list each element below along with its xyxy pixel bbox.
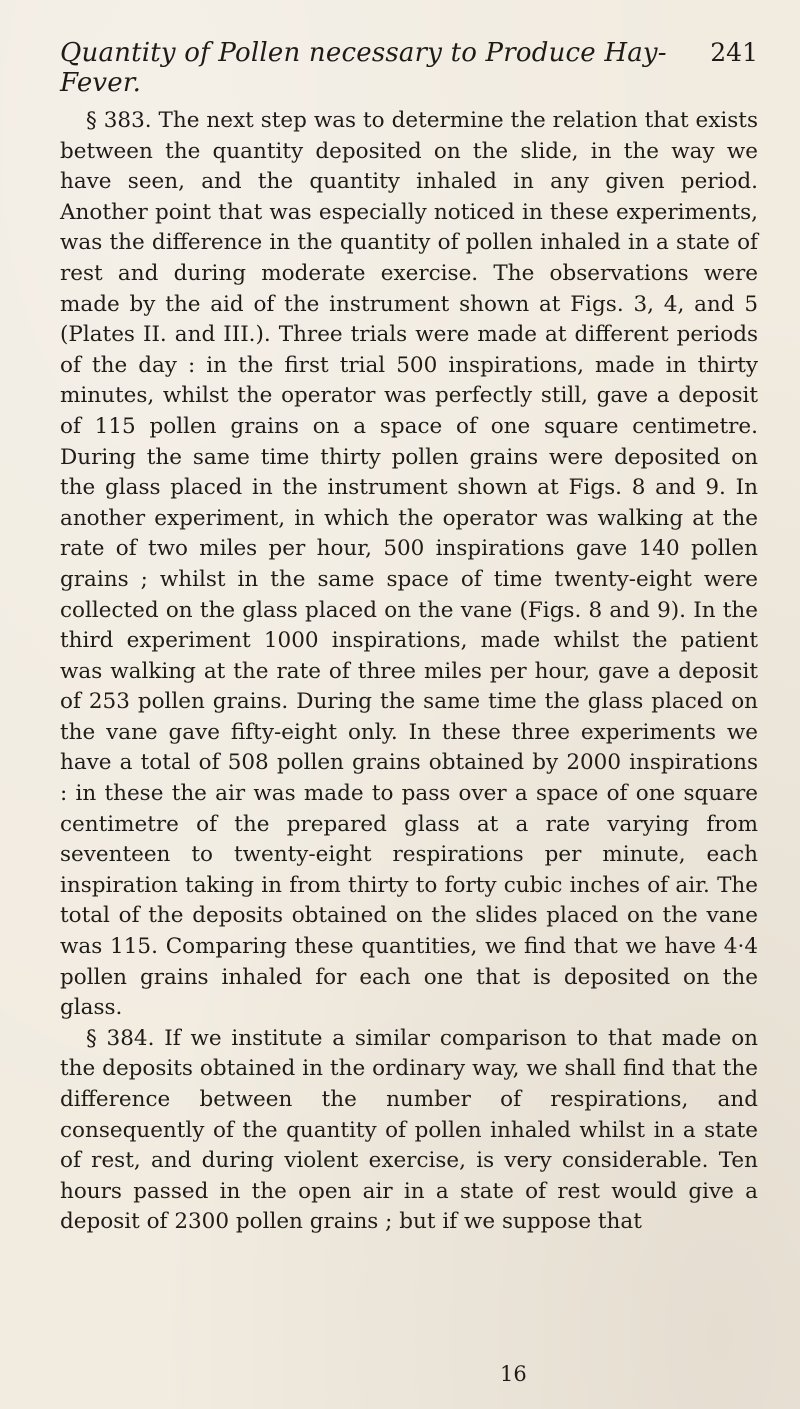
paragraph-383: § 383. The next step was to determine the relation that exists between the quantity deposited on the slide, in the way we have seen, and the quantity inhaled in any given period. Another point that was especially noticed in these experiments, was the difference in the quantity of pollen inhaled in a state of rest and during moderate exercise. The observations were made by the aid of the instrument shown at Figs. 3, 4, and 5 (Plates II. and III.). Three trials were made at different periods of the day : in the first trial 500 inspirations, made in thirty minutes, whilst the operator was perfectly still, gave a deposit of 115 pollen grains on a space of one square centimetre. During the same time thirty pollen grains were deposited on the glass placed in the instrument shown at Figs. 8 and 9. In another experiment, in which the operator was walking at the rate of two miles per hour, 500 inspirations gave 140 pollen grains ; whilst in the same space of time twenty-eight were collected on the glass placed on the vane (Figs. 8 and 9). In the third experiment 1000 inspirations, made whilst the patient was walking at the rate of three miles per hour, gave a deposit of 253 pollen grains. During the same time the glass placed on the vane gave fifty-eight only. In these three experiments we have a total of 508 pollen grains obtained by 2000 inspirations : in these the air was made to pass over a space of one square centimetre of the prepared glass at a rate varying from seventeen to twenty-eight respirations per minute, each inspiration taking in from thirty to forty cubic inches of air. The total of the deposits obtained on the slides placed on the vane was 115. Comparing these quantities, we find that we have 4·4 pollen grains inhaled for each one that is deposited on the glass.: [60, 108, 758, 1021]
paragraph-384: § 384. If we institute a similar comparison to that made on the deposits obtained in the ordinary way, we shall find that the difference between the number of respirations, and consequently of the quantity of pollen inhaled whilst in a state of rest, and during violent exercise, is very considerable. Ten hours passed in the open air in a state of rest would give a deposit of 2300 pollen grains ; but if we suppose that: [60, 1025, 758, 1235]
running-title: Quantity of Pollen necessary to Produce Hay-Fever.: [60, 38, 667, 98]
running-head: [60, 38, 758, 98]
page-number: 241: [710, 38, 758, 67]
body-text: [60, 106, 758, 1238]
signature-mark: 16: [500, 1362, 527, 1386]
